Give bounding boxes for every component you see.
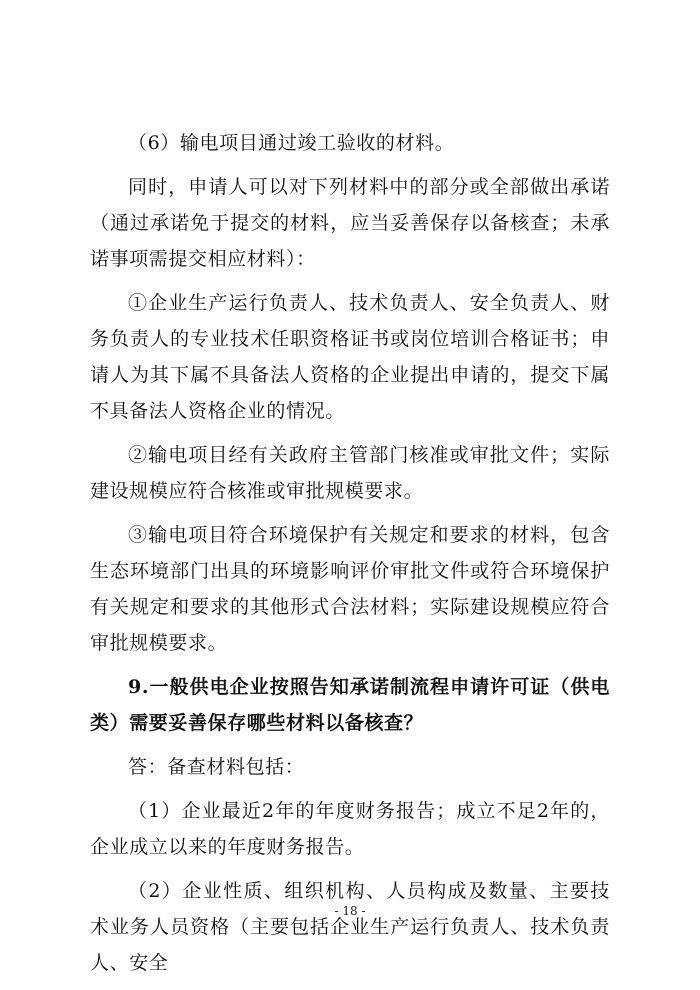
paragraph-item-6-transmission-acceptance: （6）输电项目通过竣工验收的材料。: [128, 132, 455, 154]
answer-item-2: （2）企业性质、组织机构、人员构成及数量、主要技术业务人员资格（主要包括企业生产运行负责人、技术负责人、安全: [90, 880, 610, 974]
answer-item-1: （1）企业最近2年的年度财务报告；成立不足2年的，企业成立以来的年度财务报告。: [90, 800, 610, 858]
paragraph-commitment-intro: 同时，申请人可以对下列材料中的部分或全部做出承诺（通过承诺免于提交的材料，应当妥善保存以备核查；未承诺事项需提交相应材料）：: [90, 176, 610, 270]
paragraph-commitment-2: ②输电项目经有关政府主管部门核准或审批文件；实际建设规模应符合核准或审批规模要求。: [90, 444, 610, 502]
answer-intro: 答：备查材料包括：: [128, 756, 305, 778]
body-text: [90, 0, 610, 981]
paragraph-commitment-3: ③输电项目符合环境保护有关规定和要求的材料，包含生态环境部门出具的环境影响评价审批文件或符合环境保护有关规定和要求的其他形式合法材料；实际建设规模应符合审批规模要求。: [90, 524, 610, 654]
question-heading-9: 9.一般供电企业按照告知承诺制流程申请许可证（供电类）需要妥善保存哪些材料以备核查？: [90, 676, 610, 734]
paragraph-commitment-1: ①企业生产运行负责人、技术负责人、安全负责人、财务负责人的专业技术任职资格证书或岗位培训合格证书；申请人为其下属不具备法人资格的企业提出申请的，提交下属不具备法人资格企业的情况。: [90, 292, 610, 422]
page-number: - 18 -: [334, 904, 366, 918]
